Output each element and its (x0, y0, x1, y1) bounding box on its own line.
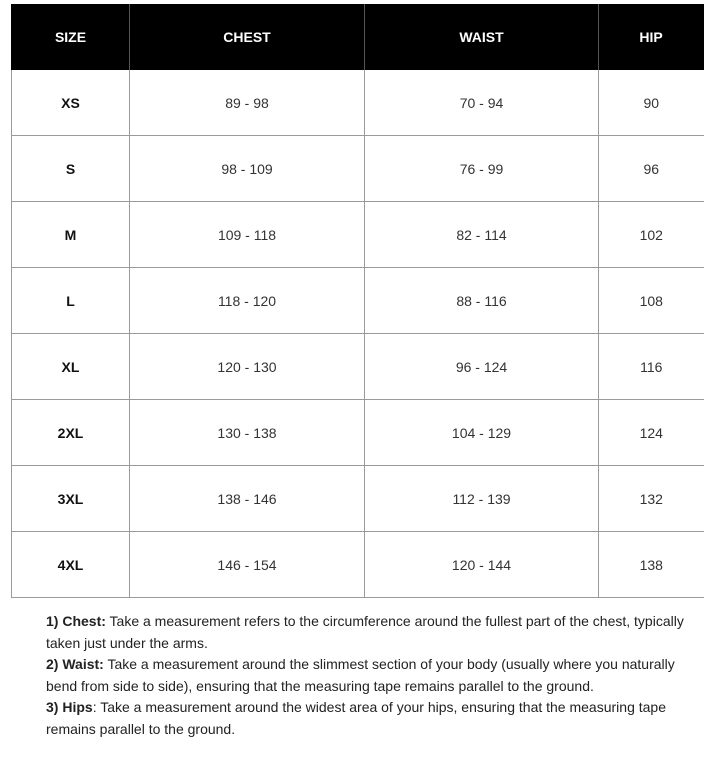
size-chart-body (12, 70, 704, 598)
size-chart-header (12, 4, 704, 70)
header-hip: HIP (599, 4, 704, 70)
hip-cell: 132 (599, 466, 704, 532)
chest-cell: 118 - 120 (130, 268, 365, 334)
hip-cell: 102 (599, 202, 704, 268)
chest-note (46, 611, 706, 654)
table-row (12, 400, 704, 466)
hips-note (46, 697, 706, 740)
size-cell: L (12, 268, 130, 334)
hips-note-text: : Take a measurement around the widest area of your hips, ensuring that the measuring tape remains parallel to the ground. (46, 699, 666, 737)
table-row (12, 466, 704, 532)
hip-cell: 124 (599, 400, 704, 466)
measurement-notes (46, 611, 706, 741)
hip-cell: 96 (599, 136, 704, 202)
size-cell: 4XL (12, 532, 130, 598)
table-row (12, 532, 704, 598)
header-waist: WAIST (365, 4, 599, 70)
table-row (12, 202, 704, 268)
waist-cell: 76 - 99 (365, 136, 599, 202)
size-cell: S (12, 136, 130, 202)
chest-note-label: 1) Chest: (46, 613, 106, 629)
header-chest: CHEST (130, 4, 365, 70)
chest-cell: 109 - 118 (130, 202, 365, 268)
chest-cell: 98 - 109 (130, 136, 365, 202)
waist-cell: 120 - 144 (365, 532, 599, 598)
table-row (12, 70, 704, 136)
chest-note-text: Take a measurement refers to the circumference around the fullest part of the chest, typically taken just under the arms. (46, 613, 684, 651)
chest-cell: 120 - 130 (130, 334, 365, 400)
header-size: SIZE (12, 4, 130, 70)
hip-cell: 116 (599, 334, 704, 400)
chest-cell: 130 - 138 (130, 400, 365, 466)
table-row (12, 334, 704, 400)
waist-cell: 104 - 129 (365, 400, 599, 466)
hips-note-label: 3) Hips (46, 699, 93, 716)
hip-cell: 108 (599, 268, 704, 334)
size-cell: 3XL (12, 466, 130, 532)
hip-cell: 90 (599, 70, 704, 136)
waist-cell: 112 - 139 (365, 466, 599, 532)
size-cell: 2XL (12, 400, 130, 466)
waist-cell: 88 - 116 (365, 268, 599, 334)
chest-cell: 89 - 98 (130, 70, 365, 136)
size-chart-table (11, 4, 704, 598)
table-row (12, 136, 704, 202)
waist-note-label: 2) Waist: (46, 656, 104, 673)
waist-cell: 96 - 124 (365, 334, 599, 400)
waist-note-text: Take a measurement around the slimmest section of your body (usually where you naturally bend from side to side), ensuring that the measuring tape remains parallel to the ground. (46, 656, 675, 694)
size-cell: M (12, 202, 130, 268)
size-cell: XS (12, 70, 130, 136)
waist-cell: 82 - 114 (365, 202, 599, 268)
chest-cell: 146 - 154 (130, 532, 365, 598)
table-row (12, 268, 704, 334)
hip-cell: 138 (599, 532, 704, 598)
size-cell: XL (12, 334, 130, 400)
waist-cell: 70 - 94 (365, 70, 599, 136)
waist-note (46, 654, 706, 697)
header-row (12, 4, 704, 70)
chest-cell: 138 - 146 (130, 466, 365, 532)
